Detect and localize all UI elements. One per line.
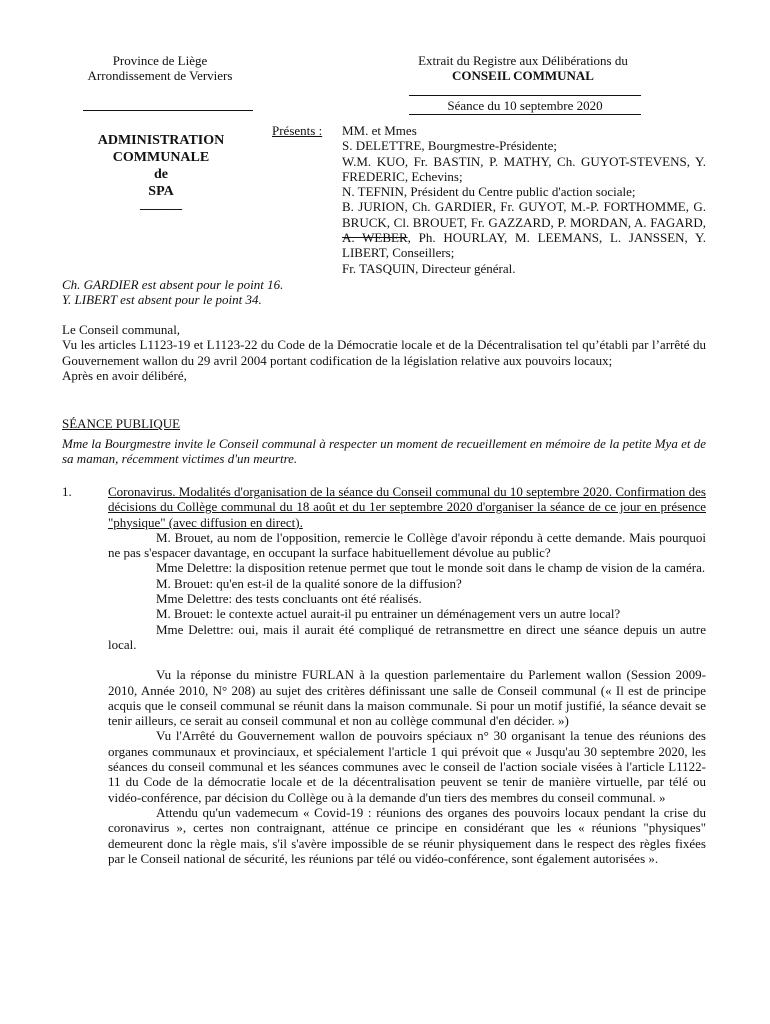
considerant-arrete: Vu l'Arrêté du Gouvernement wallon de pouvoirs spéciaux n° 30 organisant la tenue des réunions des organes communaux et provinciaux, et spécialement l'article 1 qui prévoit que « Jusqu'au 30 septembre 2020, les séances du conseil communal et les séances communes avec le conseil de l'action sociale visées à l'article L1122-11 du Code de la démocratie locale et de la décentralisation peuvent se tenir de manière virtuelle, par télé ou vidéo-conférence, par décision du Collège ou à la demande d'un tiers des membres du conseil communal. »	[108, 728, 706, 805]
arrondissement-text: Arrondissement de Verviers	[87, 68, 233, 84]
conseil-title: CONSEIL COMMUNAL	[452, 68, 594, 84]
preamble	[62, 322, 706, 383]
discussion-5: M. Brouet: le contexte actuel aurait-il pu entrainer un déménagement vers un autre local?	[156, 606, 621, 622]
considerant-furlan: Vu la réponse du ministre FURLAN à la question parlementaire du Parlement wallon (Session 2009-2010, Année 2010, N° 208) au sujet des critères définissant une salle de Conseil communal (« Il est de principe acquis que le conseil communal se réunit dans la maison communale. Si pour un motif justifié, la séance devait se tenir ailleurs, ce serait au conseil communal et non au collège communal d'en décider. »)	[108, 667, 706, 729]
header-right	[398, 53, 648, 84]
admin-line-4: SPA	[148, 184, 174, 199]
header-left-rule	[83, 110, 253, 111]
presents-line-2: S. DELETTRE, Bourgmestre-Présidente;	[342, 138, 557, 154]
admin-line-2: COMMUNALE	[112, 150, 210, 165]
discussion-1: M. Brouet, au nom de l'opposition, remercie le Collège d'avoir répondu à cette demande. Mais pourquoi ne pas s'espacer davantage, en occupant la surface habituellement dévolue au public?	[108, 529, 706, 561]
discussion-4: Mme Delettre: des tests concluants ont été réalisés.	[156, 591, 422, 607]
presents-cpas: N. TEFNIN, Président du Centre public d'action sociale;	[342, 184, 636, 200]
point-1-title: Coronavirus. Modalités d'organisation de la séance du Conseil communal du 10 septembre 2020. Confirmation des décisions du Collège communal du 18 août et du 1er septembre 2020 d'organiser la séance de ce jour en présence "physique" (avec diffusion en direct).	[108, 484, 706, 530]
absence-1: Ch. GARDIER est absent pour le point 16.	[62, 277, 284, 292]
spacer	[108, 652, 706, 667]
struck-name: A. WEBER	[342, 230, 408, 246]
presents-conseillers	[342, 199, 706, 260]
seance-rule	[409, 114, 641, 115]
considerant-vademecum: Attendu qu'un vademecum « Covid-19 : réunions des organes des pouvoirs locaux pendant la crise du coronavirus », certes non contraignant, atténue ce principe en considérant que les « réunions "physiques" demeurent donc la règle mais, s'il s'avère impossible de se réunir physiquement dans le respect des règles fixées par le Conseil national de sécurité, les réunions par télé ou vidéo-conférence, sont également autorisées ».	[108, 804, 706, 866]
presents-label: Présents :	[272, 123, 323, 138]
presents-line-1: MM. et Mmes	[342, 123, 417, 138]
discussion-6: Mme Delettre: oui, mais il aurait été compliqué de retransmettre en direct une séance depuis un autre local.	[108, 621, 706, 652]
point-1-number: 1.	[62, 484, 72, 499]
presents-echevins: W.M. KUO, Fr. BASTIN, P. MATHY, Ch. GUYOT-STEVENS, Y. FREDERIC, Echevins;	[342, 153, 706, 184]
absences	[62, 277, 462, 308]
presents-conseillers-b: , Ph. HOURLAY, M. LEEMANS, L. JANSSEN, Y. LIBERT, Conseillers;	[342, 230, 706, 261]
admin-line-3: de	[154, 167, 168, 182]
preamble-vu: Vu les articles L1123-19 et L1123-22 du Code de la Démocratie locale et de la Décentralisation tel qu’établi par l’arrêté du Gouvernement wallon du 29 avril 2004 portant codification de la législation relative aux pouvoirs locaux;	[62, 337, 706, 368]
seance-publique-intro: Mme la Bourgmestre invite le Conseil communal à respecter un moment de recueillement en mémoire de la petite Mya et de sa maman, récemment victimes d'un meurtre.	[62, 436, 706, 467]
province-text: Province de Liège	[112, 53, 208, 68]
admin-dash: ______	[140, 197, 182, 212]
header-right-rule	[409, 95, 641, 96]
admin-line-1: ADMINISTRATION	[97, 133, 225, 148]
header-left	[60, 53, 260, 84]
discussion-2: Mme Delettre: la disposition retenue permet que tout le monde soit dans le champ de vision de la caméra.	[156, 560, 706, 576]
seance-date: Séance du 10 septembre 2020	[447, 98, 603, 113]
preamble-opening: Le Conseil communal,	[62, 322, 181, 337]
absence-2: Y. LIBERT est absent pour le point 34.	[62, 292, 262, 308]
point-1-body	[108, 484, 706, 866]
preamble-delibere: Après en avoir délibéré,	[62, 367, 187, 383]
presents-list	[342, 123, 706, 276]
seance-publique-heading: SÉANCE PUBLIQUE	[62, 416, 181, 431]
presents-conseillers-a: B. JURION, Ch. GARDIER, Fr. GUYOT, M.-P. FORTHOMME, G. BRUCK, Cl. BROUET, Fr. GAZZARD, P. MORDAN, A. FAGARD,	[342, 199, 706, 230]
presents-directeur: Fr. TASQUIN, Directeur général.	[342, 260, 516, 276]
discussion-3: M. Brouet: qu'en est-il de la qualité sonore de la diffusion?	[156, 575, 462, 591]
administration-block	[76, 132, 246, 210]
extrait-text: Extrait du Registre aux Délibérations du	[418, 53, 628, 68]
